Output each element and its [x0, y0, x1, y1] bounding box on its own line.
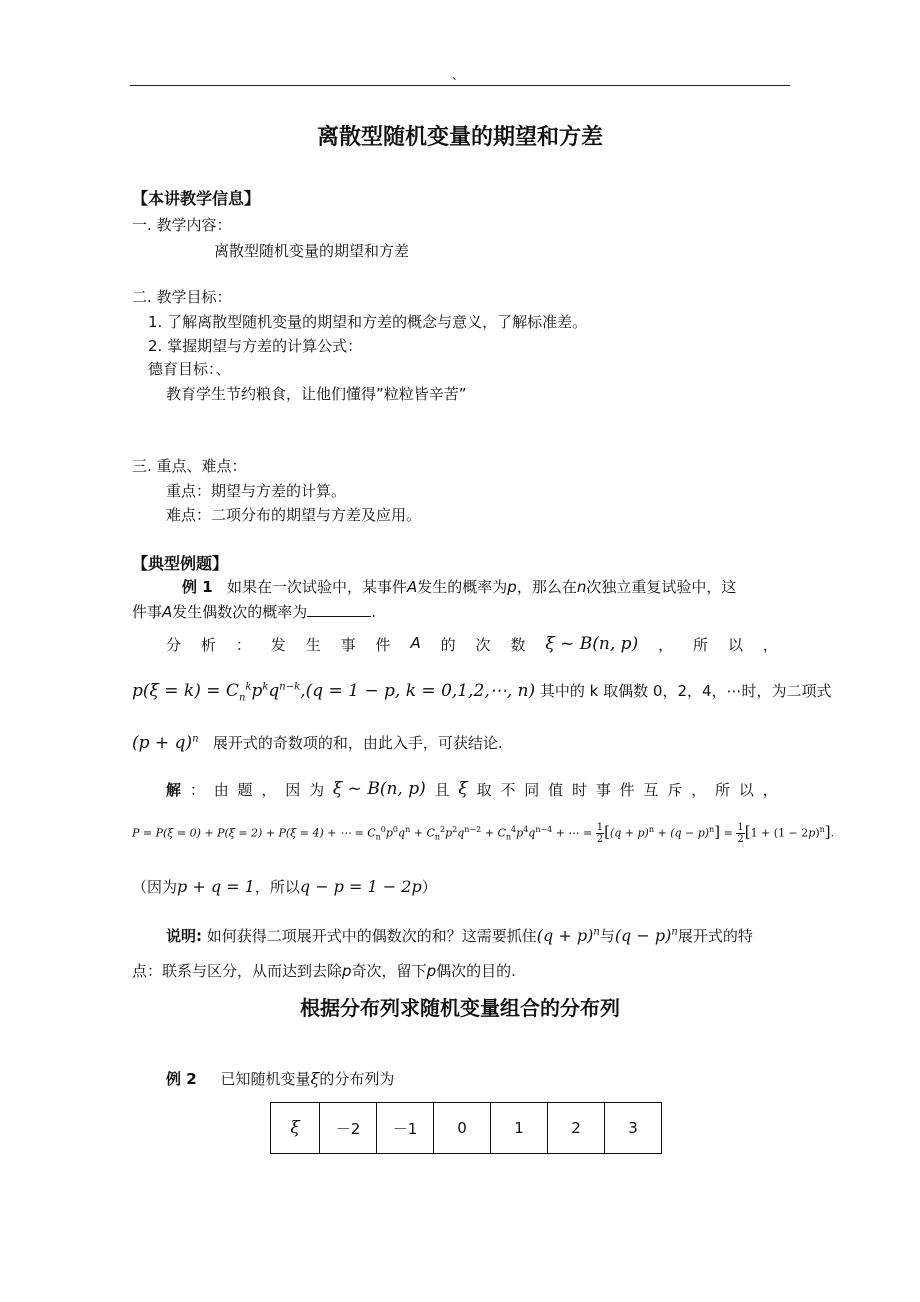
analysis-char: ， [762, 636, 778, 654]
var-p: p [342, 962, 352, 980]
solution-char: 且 [434, 781, 450, 799]
section3-label: 三. 重点、难点： [132, 457, 247, 475]
note-expr2: $(q - p)^n$ [614, 926, 678, 945]
answer-blank[interactable] [307, 602, 371, 617]
section-title-2: 根据分布列求随机变量组合的分布列 [300, 996, 620, 1020]
solution-char: 取 [476, 781, 492, 799]
header-rule [130, 85, 790, 86]
solution-char: ， [261, 781, 277, 799]
binomial-text: 展开式的奇数项的和，由此入手，可获结论. [212, 734, 503, 752]
table-cell: 2 [548, 1103, 605, 1154]
example2-line [166, 1068, 394, 1089]
page-title: 离散型随机变量的期望和方差 [316, 125, 603, 150]
section2-label: 二. 教学目标： [132, 288, 232, 306]
note-line1 [166, 925, 753, 946]
examples-heading: 【典型例题】 [132, 554, 229, 573]
solution-line [166, 779, 778, 800]
table-row [271, 1103, 662, 1154]
note-text: 偶次的目的. [436, 962, 516, 980]
analysis-char: 所 [693, 636, 709, 654]
solution-char: ， [762, 781, 778, 799]
analysis-char: 次 [475, 636, 491, 654]
solution-char: 值 [548, 781, 564, 799]
solution-char: 互 [643, 781, 659, 799]
section1-content: 离散型随机变量的期望和方差 [214, 242, 410, 260]
example1-text: 件事 [132, 603, 163, 621]
xi-symbol: ξ [310, 1069, 320, 1088]
example1-line1 [182, 576, 736, 597]
analysis-char: 的 [440, 636, 456, 654]
xi-symbol: ξ [458, 779, 468, 799]
var-p: p [426, 962, 437, 980]
analysis-char: 析 [200, 636, 216, 654]
note-text: 展开式的特 [677, 927, 753, 945]
analysis-line [166, 634, 778, 655]
since-eq2: q − p = 1 − 2p [299, 877, 422, 896]
note-line2 [132, 960, 516, 981]
info-heading: 【本讲教学信息】 [132, 189, 261, 208]
solution-char: ， [691, 781, 707, 799]
var-a: A [410, 634, 421, 652]
var-n: n [576, 578, 587, 596]
example2-label: 例 2 [166, 1070, 197, 1088]
analysis-char: ， [658, 636, 674, 654]
solution-char: 事 [595, 781, 611, 799]
since-eq1: p + q = 1 [177, 877, 255, 896]
example1-text: 发生的概率为 [417, 578, 508, 596]
binomial-expr: $(p + q)^n$ [132, 733, 199, 753]
key-point: 重点：期望与方差的计算。 [166, 482, 347, 500]
goal-item-1: 1. 了解离散型随机变量的期望和方差的概念与意义，了解标准差。 [148, 313, 588, 331]
header-mark: 、 [452, 68, 465, 82]
example1-text: 次独立重复试验中，这 [586, 578, 737, 596]
example2-text: 的分布列为 [319, 1070, 395, 1088]
binomial-dist: ξ ~ B(n, p) [545, 634, 639, 654]
table-header-cell: ξ [271, 1103, 320, 1154]
pmf-text: 其中的 k 取偶数 0，2，4，⋯时，为二项式 [539, 682, 832, 700]
goal-item-2: 2. 掌握期望与方差的计算公式： [148, 337, 363, 355]
var-a: A [162, 603, 173, 621]
moral-text: 教育学生节约粮食，让他们懂得”粒粒皆辛苦” [166, 385, 467, 403]
solution-char: 斥 [667, 781, 683, 799]
solution-char: 不 [500, 781, 516, 799]
example1-label: 例 1 [182, 578, 213, 596]
note-label: 说明: [166, 927, 202, 945]
example1-text: 如果在一次试验中，某事件 [226, 578, 407, 596]
var-a: A [407, 578, 418, 596]
solution-char: 所 [715, 781, 731, 799]
example1-line2 [132, 601, 376, 622]
example1-text: 发生偶数次的概率为 [172, 603, 308, 621]
analysis-char: ： [235, 636, 251, 654]
solution-char: 题 [237, 781, 253, 799]
probability-formula: P = P(ξ = 0) + P(ξ = 2) + P(ξ = 4) + ⋯ = $C_n^0p^0q^n + C_n^2p^2q^{n-2} + C_n^4p^4q^{n-4}$ + ⋯ = $\frac{1}{2}$ $[(q + p)^n + (q - p)^n]$ = $\frac{1}{2}$ $[1 + (1 - 2p)^n]$. [132, 822, 835, 845]
analysis-char: 分 [166, 636, 182, 654]
solution-char: ： [189, 781, 205, 799]
since-text: ） [421, 878, 437, 896]
fraction-half: $\frac{1}{2}$ [737, 822, 744, 845]
table-cell: 1 [491, 1103, 548, 1154]
example2-text: 已知随机变量 [220, 1070, 311, 1088]
difficulty: 难点：二项分布的期望与方差及应用。 [166, 506, 422, 524]
since-text: ，所以 [254, 878, 300, 896]
since-text: （因为 [132, 878, 178, 896]
section1-label: 一. 教学内容： [132, 216, 232, 234]
solution-char: 件 [619, 781, 635, 799]
pmf-formula: $p(\xi = k) = C_n^kp^kq^{n-k},(q = 1 - p$, k = 0,1,2,⋯, n) [132, 681, 536, 704]
moral-label: 德育目标：、 [148, 360, 231, 378]
solution-char: 时 [571, 781, 587, 799]
analysis-char: 以 [727, 636, 743, 654]
solution-char: 同 [524, 781, 540, 799]
var-p: p [507, 578, 517, 596]
analysis-char: 数 [510, 636, 526, 654]
analysis-char: 发 [270, 636, 286, 654]
solution-char: 因 [285, 781, 301, 799]
solution-label: 解 [166, 781, 182, 799]
fraction-half: $\frac{1}{2}$ [596, 822, 604, 845]
analysis-char: 事 [340, 636, 356, 654]
solution-char: 以 [738, 781, 754, 799]
analysis-char: 件 [375, 636, 391, 654]
analysis-char: 生 [305, 636, 321, 654]
since-line [132, 876, 437, 897]
distribution-table [270, 1102, 662, 1154]
note-text: 如何获得二项展开式中的偶数次的和？这需要抓住 [206, 927, 537, 945]
table-cell: －1 [377, 1103, 434, 1154]
binomial-dist: ξ ~ B(n, p) [332, 779, 426, 799]
table-cell: －2 [320, 1103, 377, 1154]
table-cell: 3 [605, 1103, 662, 1154]
solution-char: 为 [309, 781, 325, 799]
note-text: 与 [599, 927, 615, 945]
solution-char: 由 [213, 781, 229, 799]
binomial-line [132, 732, 503, 753]
note-text: 奇次，留下 [351, 962, 427, 980]
pmf-line [132, 680, 832, 703]
note-text: 点：联系与区分，从而达到去除 [132, 962, 343, 980]
example1-text: . [371, 603, 377, 621]
example1-text: ，那么在 [516, 578, 577, 596]
note-expr1: $(q + p)^n$ [536, 926, 600, 945]
table-cell: 0 [434, 1103, 491, 1154]
